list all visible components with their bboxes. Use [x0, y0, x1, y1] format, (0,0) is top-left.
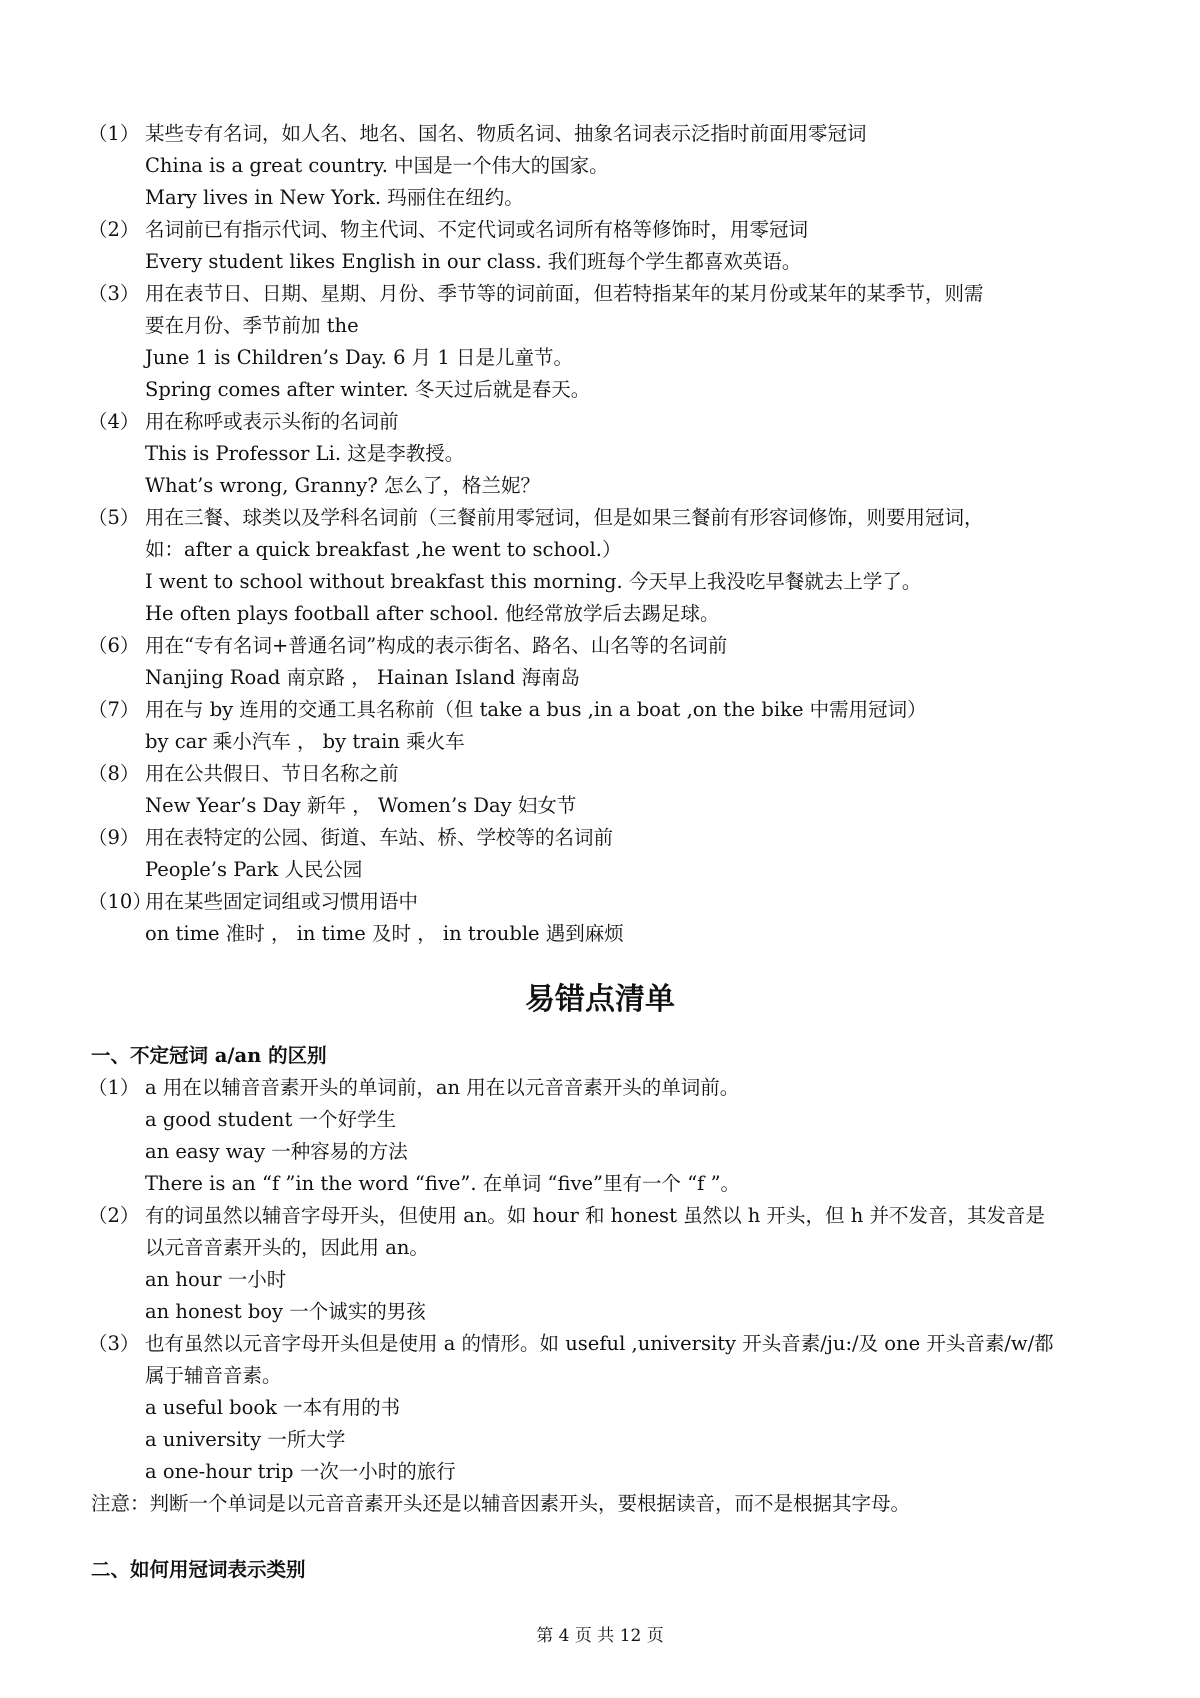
rule-number: （3）: [88, 282, 140, 305]
rule-text: 以元音音素开头的，因此用 an。: [145, 1236, 429, 1259]
example-line: [0, 182, 1200, 214]
rule-text: 某些专有名词，如人名、地名、国名、物质名词、抽象名词表示泛指时前面用零冠词: [145, 122, 867, 145]
example-line: [0, 1296, 1200, 1328]
example-text: on time 准时 ， in time 及时 ， in trouble 遇到麻烦: [145, 922, 624, 945]
rule-line: [0, 118, 1200, 150]
rule-text: 名词前已有指示代词、物主代词、不定代词或名词所有格等修饰时，用零冠词: [145, 218, 809, 241]
example-line: [0, 598, 1200, 630]
rule-number: （7）: [88, 698, 140, 721]
rule-number: （10）: [88, 890, 152, 913]
rule-number: （3）: [88, 1332, 140, 1355]
example-line: [0, 470, 1200, 502]
rule-text: 用在某些固定词组或习惯用语中: [145, 890, 419, 913]
example-text: June 1 is Children’s Day. 6 月 1 日是儿童节。: [145, 346, 573, 369]
rule-text: a 用在以辅音音素开头的单词前，an 用在以元音音素开头的单词前。: [145, 1076, 740, 1099]
rule-number: （2）: [88, 1204, 140, 1227]
note-line: [0, 1488, 1200, 1520]
example-line: [0, 918, 1200, 950]
example-text: This is Professor Li. 这是李教授。: [145, 442, 465, 465]
example-text: a useful book 一本有用的书: [145, 1396, 401, 1419]
rule-number: （1）: [88, 1076, 140, 1099]
example-text: Spring comes after winter. 冬天过后就是春天。: [145, 378, 591, 401]
example-text: What’s wrong, Granny? 怎么了，格兰妮？: [145, 474, 540, 497]
example-line: [0, 150, 1200, 182]
rule-line: [0, 406, 1200, 438]
example-text: China is a great country. 中国是一个伟大的国家。: [145, 154, 609, 177]
rule-text: 也有虽然以元音字母开头但是使用 a 的情形。如 useful ,university 开头音素/ju:/及 one 开头音素/w/都: [145, 1332, 1054, 1355]
example-text: New Year’s Day 新年 ， Women’s Day 妇女节: [145, 794, 577, 817]
example-line: [0, 1136, 1200, 1168]
rule-text: 有的词虽然以辅音字母开头，但使用 an。如 hour 和 honest 虽然以 h 开头，但 h 并不发音，其发音是: [145, 1204, 1046, 1227]
rule-line: [0, 886, 1200, 918]
example-text: Nanjing Road 南京路 ， Hainan Island 海南岛: [145, 666, 581, 689]
rule-line: [0, 214, 1200, 246]
rule-number: （1）: [88, 122, 140, 145]
rule-line-continued: [0, 310, 1200, 342]
example-text: a one-hour trip 一次一小时的旅行: [145, 1460, 456, 1483]
rule-line: [0, 1072, 1200, 1104]
rule-line-continued: [0, 1232, 1200, 1264]
example-text: a good student 一个好学生: [145, 1108, 396, 1131]
rule-text: 用在表节日、日期、星期、月份、季节等的词前面，但若特指某年的某月份或某年的某季节，则需: [145, 282, 984, 305]
example-line: [0, 1104, 1200, 1136]
example-line: [0, 438, 1200, 470]
rule-text: 用在公共假日、节日名称之前: [145, 762, 399, 785]
example-text: People’s Park 人民公园: [145, 858, 363, 881]
rule-line: [0, 758, 1200, 790]
example-text: I went to school without breakfast this morning. 今天早上我没吃早餐就去上学了。: [145, 570, 922, 593]
example-text: Mary lives in New York. 玛丽住在纽约。: [145, 186, 524, 209]
rule-text: 用在表特定的公园、街道、车站、桥、学校等的名词前: [145, 826, 614, 849]
example-line: [0, 566, 1200, 598]
example-text: Every student likes English in our class. 我们班每个学生都喜欢英语。: [145, 250, 802, 273]
section-title: 易错点清单: [525, 982, 675, 1017]
rule-line: [0, 630, 1200, 662]
example-line: [0, 790, 1200, 822]
rule-line: [0, 694, 1200, 726]
example-text: an honest boy 一个诚实的男孩: [145, 1300, 426, 1323]
example-text: a university 一所大学: [145, 1428, 346, 1451]
rule-text: 用在称呼或表示头衔的名词前: [145, 410, 399, 433]
example-line: [0, 1264, 1200, 1296]
note-text: 注意：判断一个单词是以元音音素开头还是以辅音因素开头，要根据读音，而不是根据其字母。: [91, 1492, 911, 1515]
rule-number: （2）: [88, 218, 140, 241]
page-footer: 第 4 页 共 12 页: [536, 1626, 664, 1646]
example-text: He often plays football after school. 他经常放学后去踢足球。: [145, 602, 720, 625]
rule-line: [0, 1200, 1200, 1232]
example-line: [0, 1168, 1200, 1200]
section-heading-article-categories: 二、如何用冠词表示类别: [91, 1558, 306, 1581]
rule-line: [0, 1328, 1200, 1360]
example-line: [0, 342, 1200, 374]
rule-text: 用在与 by 连用的交通工具名称前（但 take a bus ,in a boat ,on the bike 中需用冠词）: [145, 698, 927, 721]
rule-text: 用在三餐、球类以及学科名词前（三餐前用零冠词，但是如果三餐前有形容词修饰，则要用冠词，: [145, 506, 984, 529]
example-text: an easy way 一种容易的方法: [145, 1140, 408, 1163]
section-heading-articles-a-an: 一、不定冠词 a/an 的区别: [91, 1044, 327, 1067]
rule-number: （8）: [88, 762, 140, 785]
rule-text: 用在“专有名词+普通名词”构成的表示街名、路名、山名等的名词前: [145, 634, 728, 657]
example-line: [0, 854, 1200, 886]
rule-line: [0, 278, 1200, 310]
rule-text: 如：after a quick breakfast ,he went to school.）: [145, 538, 622, 561]
example-line: [0, 1392, 1200, 1424]
rule-line-continued: [0, 1360, 1200, 1392]
example-line: [0, 662, 1200, 694]
rule-line-continued: [0, 534, 1200, 566]
example-line: [0, 1456, 1200, 1488]
example-text: by car 乘小汽车 ， by train 乘火车: [145, 730, 465, 753]
rule-number: （5）: [88, 506, 140, 529]
rule-line: [0, 502, 1200, 534]
rule-number: （9）: [88, 826, 140, 849]
rule-text: 要在月份、季节前加 the: [145, 314, 359, 337]
rule-number: （6）: [88, 634, 140, 657]
example-line: [0, 374, 1200, 406]
example-line: [0, 726, 1200, 758]
rule-line: [0, 822, 1200, 854]
rule-text: 属于辅音音素。: [145, 1364, 282, 1387]
example-line: [0, 1424, 1200, 1456]
example-text: an hour 一小时: [145, 1268, 287, 1291]
rule-number: （4）: [88, 410, 140, 433]
example-line: [0, 246, 1200, 278]
example-text: There is an “f ”in the word “five”. 在单词 “five”里有一个 “f ”。: [145, 1172, 741, 1195]
